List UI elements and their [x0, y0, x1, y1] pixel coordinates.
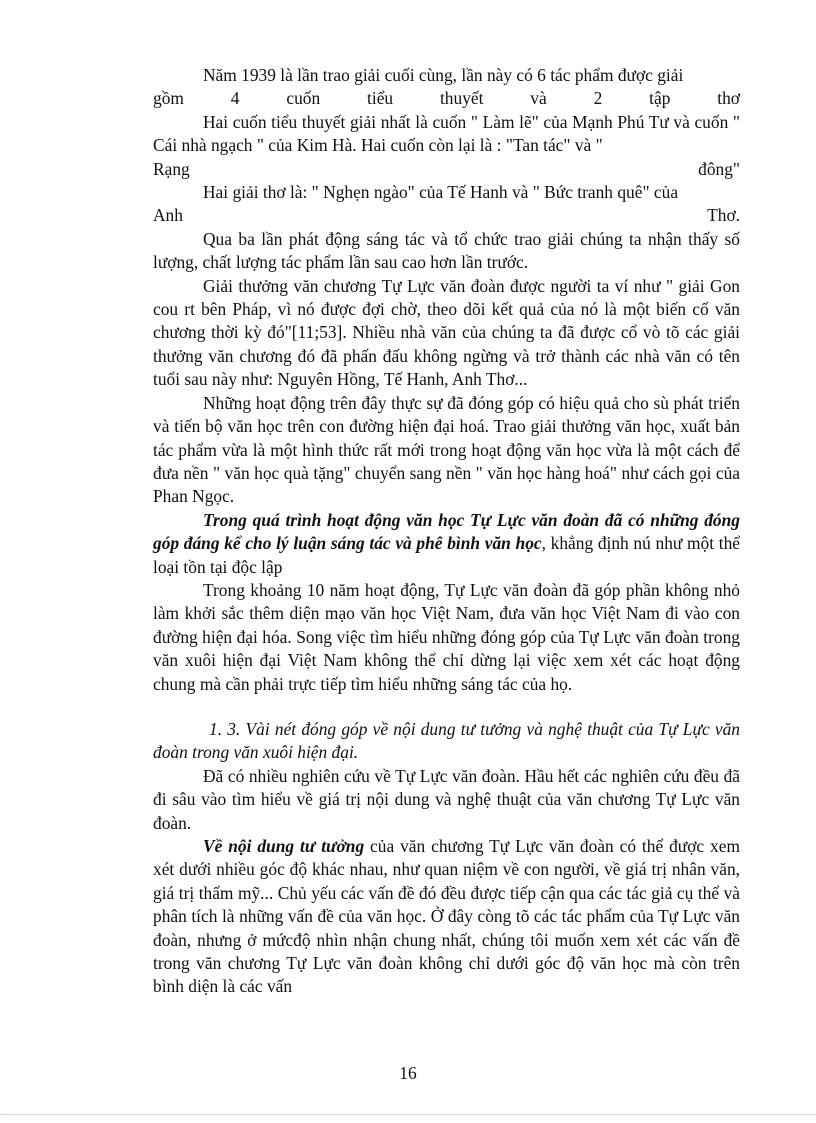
content-emphasis: Về nội dung tư tưởng — [203, 836, 365, 856]
contribution-rest: , khẳng định nú như một thể loại tồn tại độc lập — [153, 533, 740, 577]
document-page — [153, 64, 740, 999]
paragraph-research: Đã có nhiều nghiên cứu về Tự Lực văn đoàn. Hầu hết các nghiên cứu đều đã đi sâu vào tìm hiểu về giá trị nội dung và nghệ thuật của văn chương Tự Lực văn đoàn. — [153, 765, 740, 833]
paragraph-activities: Những hoạt động trên đây thực sự đã đóng góp có hiệu quả cho sù phát triển và tiến bộ văn học trên con đường hiện đại hoá. Trao giải thưởng văn học, xuất bản tác phẩm vừa là một hình thức rất mới trong hoạt động văn học vừa là một cách để đưa nền " văn học quà tặng" chuyển sang nền " văn học hàng hoá" như cách gọi của Phan Ngọc. — [153, 392, 740, 507]
section-heading: 1. 3. Vài nét đóng góp về nội dung tư tưởng và nghệ thuật của Tự Lực văn đoàn trong văn xuôi hiện đại. — [153, 718, 740, 763]
paragraph-poetry-cont: Anh Thơ. — [153, 205, 740, 226]
paragraph-1939-cont: gồm 4 cuốn tiểu thuyết và 2 tập thơ — [153, 88, 740, 109]
paragraph-1939: Năm 1939 là lần trao giải cuối cùng, lần này có 6 tác phẩm được giải — [203, 65, 684, 85]
paragraph-novels: Hai cuốn tiểu thuyết giải nhất là cuốn " Làm lẽ" của Mạnh Phú Tư và cuốn " Cái nhà ngạch " của Kim Hà. Hai cuốn còn lại là : "Tan tác" và " — [153, 111, 740, 156]
paragraph-prize: Giải thưởng văn chương Tự Lực văn đoàn được người ta ví như " giải Gon cou rt bên Pháp, vì nó được đợi chờ, theo dõi kết quả của nó là một biến cố văn chương thời kỳ đó"[11;53]. Nhiều nhà văn của chúng ta đã được cổ vò tõ các giải thưởng văn chương đó đã phấn đấu không ngừng và trở thành các nhà văn có tên tuổi sau này như: Nguyên Hồng, Tế Hanh, Anh Thơ... — [153, 275, 740, 390]
paragraph-ten-years: Trong khoảng 10 năm hoạt động, Tự Lực văn đoàn đã góp phần không nhỏ làm khởi sắc thêm diện mạo văn học Việt Nam, đưa văn học Việt Nam đi vào con đường hiện đại hóa. Song việc tìm hiểu những đóng góp của Tự Lực văn đoàn trong văn xuôi hiện đại Việt Nam không thể chỉ dừng lại việc xem xét các hoạt động chung mà cần phải trực tiếp tìm hiểu những sáng tác của họ. — [153, 579, 740, 694]
paragraph-contribution — [153, 509, 740, 579]
paragraph-content — [153, 835, 740, 999]
paragraph-poetry: Hai giải thơ là: " Nghẹn ngào" của Tế Hanh và " Bức tranh quê" của — [203, 182, 679, 203]
footer-divider — [0, 1114, 816, 1115]
paragraph-novels-cont: Rạng đông" — [153, 158, 740, 179]
paragraph-three-rounds: Qua ba lần phát động sáng tác và tổ chức trao giải chúng ta nhận thấy số lượng, chất lượng tác phẩm lần sau cao hơn lần trước. — [153, 228, 740, 273]
spacer — [153, 696, 740, 718]
content-rest: của văn chương Tự Lực văn đoàn có thể được xem xét dưới nhiều góc độ khác nhau, như quan niệm về con người, về giá trị nhân văn, giá trị thẩm mỹ... Chủ yếu các vấn đề đó đều được tiếp cận qua các tác giả cụ thể và phân tích là những vấn đề của văn học. Ở đây còng tõ các tác phẩm của Tự Lực văn đoàn, nhưng ở mứcđộ nhìn nhận chung nhất, chúng tôi muốn xem xét các vấn đề trong văn chương Tự Lực văn đoàn không chỉ dưới góc độ văn học mà còn trên bình diện là các vấn — [153, 836, 740, 997]
contribution-emphasis: Trong quá trình hoạt động văn học Tự Lực văn đoàn đã có những đóng góp đáng kể cho lý luận sáng tác và phê bình văn học — [153, 509, 740, 554]
page-number: 16 — [399, 1063, 417, 1083]
